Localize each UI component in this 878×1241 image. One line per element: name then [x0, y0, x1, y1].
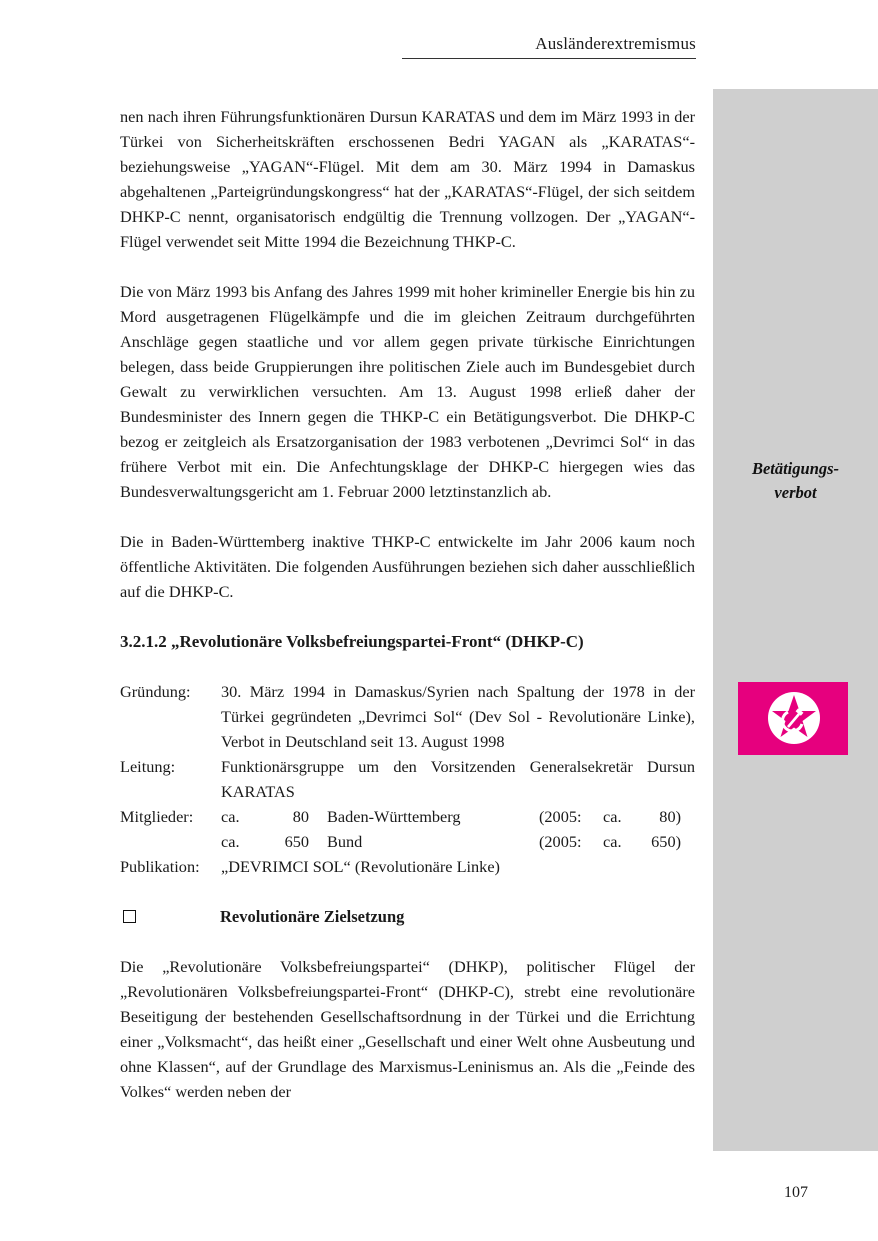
fact-label-mitglieder: Mitglieder: — [120, 807, 194, 826]
fact-value-leitung: Funktionärsgruppe um den Vorsitzenden Generalsekretär Dursun KARATAS — [221, 757, 695, 801]
fact-value-publikation: „DEVRIMCI SOL“ (Revolutionäre Linke) — [221, 857, 500, 876]
fact-value-gruendung: 30. März 1994 in Damaskus/Syrien nach Spaltung der 1978 in der Türkei gegründeten „Devrimci Sol“ (Dev Sol - Revolutionäre Linke), Verbot in Deutschland seit 13. August 1998 — [221, 682, 695, 751]
membership-prev-year: (2005: — [539, 807, 582, 826]
margin-note — [713, 457, 878, 505]
fact-row-mitglieder — [120, 804, 695, 854]
membership-prev-count: 80) — [659, 807, 681, 826]
membership-table — [221, 804, 695, 854]
membership-place: Bund — [327, 832, 363, 851]
fact-sheet — [120, 679, 695, 879]
membership-ca: ca. — [221, 832, 240, 851]
subsection-title: Revolutionäre Zielsetzung — [220, 907, 405, 926]
margin-note-line1: Betätigungs- — [751, 459, 840, 478]
section-heading: 3.2.1.2 „Revolutionäre Volksbefreiungspartei-Front“ (DHKP-C) — [120, 632, 584, 651]
fact-label-gruendung: Gründung: — [120, 682, 191, 701]
main-content — [120, 104, 695, 1104]
fact-row-leitung — [120, 754, 695, 804]
checkbox-bullet-icon — [123, 910, 136, 923]
subsection-header — [120, 904, 695, 929]
membership-row — [221, 829, 695, 854]
organization-logo — [738, 682, 848, 755]
fact-label-leitung: Leitung: — [120, 757, 176, 776]
membership-count: 80 — [292, 807, 309, 826]
margin-sidebar — [713, 89, 878, 1151]
paragraph-3: Die in Baden-Württemberg inaktive THKP-C entwickelte im Jahr 2006 kaum noch öffentliche Aktivitäten. Die folgenden Ausführungen beziehen sich daher ausschließlich auf die DHKP-C. — [120, 532, 695, 601]
membership-prev-count: 650) — [651, 832, 681, 851]
membership-prev-year: (2005: — [539, 832, 582, 851]
fact-row-gruendung — [120, 679, 695, 754]
paragraph-4: Die „Revolutionäre Volksbefreiungspartei“ (DHKP), politischer Flügel der „Revolutionären Volksbefreiungspartei-Front“ (DHKP-C), strebt eine revolutionäre Beseitigung der bestehenden Gesellschaftsordnung in der Türkei und die Errichtung einer „Volksmacht“, das heißt einer „Gesellschaft und einer Welt ohne Ausbeutung und ohne Klassen“, auf der Grundlage des Marxismus-Leninismus an. Als die „Feinde des Volkes“ werden neben der — [120, 957, 695, 1101]
star-hammer-sickle-icon — [766, 689, 822, 747]
margin-note-line2: verbot — [774, 483, 817, 502]
paragraph-2: Die von März 1993 bis Anfang des Jahres 1999 mit hoher krimineller Energie bis hin zu Mord ausgetragenen Flügelkämpfe und die im gleichen Zeitraum durchgeführten Anschläge gegen staatliche und vor allem gegen private türkische Einrichtungen belegen, dass beide Gruppierungen ihre politischen Ziele auch im Bundesgebiet durch Gewalt zu verwirklichen versuchten. Am 13. August 1998 erließ daher der Bundesminister des Innern gegen die THKP-C ein Betätigungsverbot. Die DHKP-C bezog er zeitgleich als Ersatzorganisation der 1983 verbotenen „Devrimci Sol“ in das frühere Verbot mit ein. Die Anfechtungsklage der DHKP-C hiergegen wies das Bundesverwaltungsgericht am 1. Februar 2000 letztinstanzlich ab. — [120, 282, 695, 501]
running-header: Ausländerextremismus — [535, 34, 696, 53]
fact-label-publikation: Publikation: — [120, 857, 200, 876]
membership-count: 650 — [284, 832, 309, 851]
membership-row — [221, 804, 695, 829]
fact-row-publikation — [120, 854, 695, 879]
membership-prev-ca: ca. — [603, 832, 622, 851]
header-rule — [402, 58, 696, 59]
page-number: 107 — [784, 1184, 808, 1201]
paragraph-1: nen nach ihren Führungsfunktionären Dursun KARATAS und dem im März 1993 in der Türkei von Sicherheitskräften erschossenen Bedri YAGAN als „KARATAS“- beziehungsweise „YAGAN“-Flügel. Mit dem am 30. März 1994 in Damaskus abgehaltenen „Parteigründungskongress“ hat der „KARATAS“-Flügel, der sich seitdem DHKP-C nennt, organisatorisch endgültig die Trennung vollzogen. Der „YAGAN“-Flügel verwendet seit Mitte 1994 die Bezeichnung THKP-C. — [120, 107, 695, 251]
membership-ca: ca. — [221, 807, 240, 826]
membership-prev-ca: ca. — [603, 807, 622, 826]
membership-place: Baden-Württemberg — [327, 807, 461, 826]
